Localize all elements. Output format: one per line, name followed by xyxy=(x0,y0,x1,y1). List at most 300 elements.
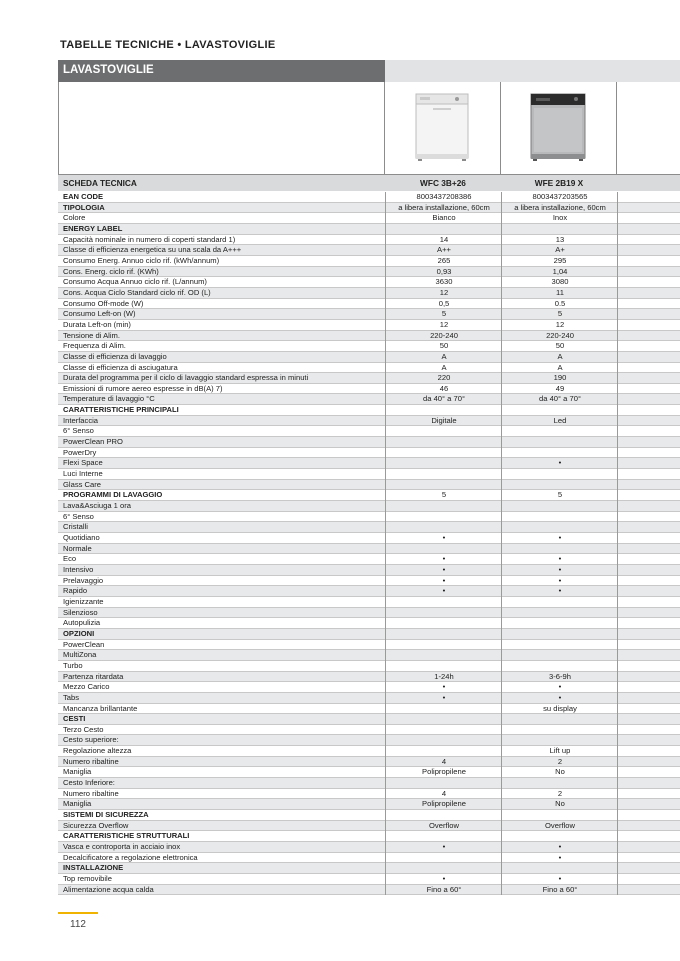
row-value-model-2 xyxy=(501,810,618,821)
table-row xyxy=(58,735,680,746)
row-empty-cell xyxy=(617,767,680,778)
row-empty-cell xyxy=(617,384,680,395)
table-row xyxy=(58,341,680,352)
row-value-model-2: • xyxy=(501,693,618,704)
row-label: Emissioni di rumore aereo espresse in dB(A) 7) xyxy=(63,383,223,393)
row-label: Consumo Acqua Annuo ciclo rif. (L/annum) xyxy=(63,277,207,287)
row-value-model-2: • xyxy=(501,576,618,587)
table-row xyxy=(58,512,680,523)
row-value-model-2: A xyxy=(501,352,618,363)
row-value-model-2 xyxy=(501,650,618,661)
row-value-model-1 xyxy=(385,608,502,619)
row-value-model-1: • xyxy=(385,693,502,704)
row-empty-cell xyxy=(617,480,680,491)
page-number-accent xyxy=(58,912,98,914)
row-label: Prelavaggio xyxy=(63,575,104,585)
row-label: Maniglia xyxy=(63,767,92,777)
row-label: EAN CODE xyxy=(63,192,104,201)
row-label: Top removibile xyxy=(63,874,112,883)
row-value-model-1: 12 xyxy=(385,288,502,299)
table-row xyxy=(58,352,680,363)
row-label: CESTI xyxy=(63,714,86,724)
row-label: Tensione di Alim. xyxy=(63,330,120,340)
model-2-name: WFE 2B19 X xyxy=(534,178,584,188)
row-empty-cell xyxy=(617,501,680,512)
row-value-model-2: a libera installazione, 60cm xyxy=(501,203,618,214)
document-title: TABELLE TECNICHE • LAVASTOVIGLIE xyxy=(60,39,276,51)
row-value-model-2: 5 xyxy=(501,309,618,320)
row-label: Regolazione altezza xyxy=(63,746,132,756)
row-value-model-1 xyxy=(385,629,502,640)
row-value-model-2: Lift up xyxy=(501,746,618,757)
table-row xyxy=(58,693,680,704)
row-value-model-1: 14 xyxy=(385,235,502,246)
section-title-filler xyxy=(385,60,680,82)
table-row xyxy=(58,586,680,597)
row-label: CARATTERISTICHE STRUTTURALI xyxy=(63,831,190,841)
row-value-model-1: Fino a 60° xyxy=(385,885,502,896)
row-label: Mancanza brillantante xyxy=(63,703,138,713)
row-label: Intensivo xyxy=(63,564,94,574)
row-empty-cell xyxy=(617,682,680,693)
table-row xyxy=(58,640,680,651)
row-empty-cell xyxy=(617,650,680,661)
row-value-model-2: 2 xyxy=(501,757,618,768)
row-value-model-1 xyxy=(385,725,502,736)
table-row xyxy=(58,853,680,864)
row-value-model-1: Polipropilene xyxy=(385,767,502,778)
row-value-model-2: 49 xyxy=(501,384,618,395)
row-empty-cell xyxy=(617,245,680,256)
row-value-model-1 xyxy=(385,831,502,842)
row-label: Turbo xyxy=(63,660,83,670)
row-empty-cell xyxy=(617,469,680,480)
row-empty-cell xyxy=(617,757,680,768)
row-empty-cell xyxy=(617,490,680,501)
table-row xyxy=(58,331,680,342)
table-row xyxy=(58,426,680,437)
table-row xyxy=(58,203,680,214)
row-value-model-1: 0,93 xyxy=(385,267,502,278)
table-row xyxy=(58,522,680,533)
table-row xyxy=(58,533,680,544)
table-row xyxy=(58,373,680,384)
row-empty-cell xyxy=(617,735,680,746)
table-row xyxy=(58,469,680,480)
row-empty-cell xyxy=(617,565,680,576)
row-empty-cell xyxy=(617,746,680,757)
row-empty-cell xyxy=(617,544,680,555)
table-row xyxy=(58,618,680,629)
row-empty-cell xyxy=(617,533,680,544)
spec-header-label: SCHEDA TECNICA xyxy=(63,178,137,188)
row-empty-cell xyxy=(617,299,680,310)
row-value-model-1 xyxy=(385,746,502,757)
row-value-model-1: A xyxy=(385,352,502,363)
row-empty-cell xyxy=(617,341,680,352)
row-value-model-2 xyxy=(501,522,618,533)
row-value-model-1 xyxy=(385,714,502,725)
row-empty-cell xyxy=(617,203,680,214)
row-label: Decalcificatore a regolazione elettronica xyxy=(63,852,198,862)
row-value-model-1 xyxy=(385,512,502,523)
row-value-model-1: A++ xyxy=(385,245,502,256)
row-label: Igienizzante xyxy=(63,596,104,606)
product-image-cell-1 xyxy=(385,82,501,174)
table-row xyxy=(58,725,680,736)
table-row xyxy=(58,458,680,469)
row-label: Maniglia xyxy=(63,799,92,809)
row-label: TIPOLOGIA xyxy=(63,202,105,212)
table-row xyxy=(58,309,680,320)
row-label: Partenza ritardata xyxy=(63,671,124,681)
row-value-model-2 xyxy=(501,544,618,555)
row-value-model-2: • xyxy=(501,565,618,576)
row-value-model-1 xyxy=(385,853,502,864)
row-label: CARATTERISTICHE PRINCIPALI xyxy=(63,405,179,415)
row-empty-cell xyxy=(617,352,680,363)
table-row xyxy=(58,437,680,448)
table-row xyxy=(58,778,680,789)
row-empty-cell xyxy=(617,672,680,683)
row-label: Mezzo Carico xyxy=(63,682,110,692)
table-row xyxy=(58,256,680,267)
row-value-model-1: • xyxy=(385,576,502,587)
row-label: Cons. Energ. ciclo rif. (KWh) xyxy=(63,266,159,276)
row-empty-cell xyxy=(617,778,680,789)
row-value-model-1: da 40° a 70° xyxy=(385,394,502,405)
row-label: Terzo Cesto xyxy=(63,724,104,734)
row-value-model-1: Overflow xyxy=(385,821,502,832)
row-value-model-1: 220-240 xyxy=(385,331,502,342)
table-row xyxy=(58,629,680,640)
row-empty-cell xyxy=(617,437,680,448)
table-row xyxy=(58,799,680,810)
row-label: PowerDry xyxy=(63,447,97,457)
row-label: Lava&Asciuga 1 ora xyxy=(63,501,131,511)
product-image-cell-2 xyxy=(501,82,617,174)
row-empty-cell xyxy=(617,853,680,864)
row-value-model-1: A xyxy=(385,363,502,374)
row-label: PowerClean xyxy=(63,639,105,649)
row-label: Durata del programma per il ciclo di lavaggio standard espressa in minuti xyxy=(63,373,309,383)
table-row xyxy=(58,277,680,288)
row-empty-cell xyxy=(617,320,680,331)
row-empty-cell xyxy=(617,821,680,832)
row-value-model-2 xyxy=(501,640,618,651)
row-empty-cell xyxy=(617,810,680,821)
table-row xyxy=(58,235,680,246)
row-value-model-2: 50 xyxy=(501,341,618,352)
table-row xyxy=(58,480,680,491)
table-row xyxy=(58,863,680,874)
row-empty-cell xyxy=(617,799,680,810)
row-empty-cell xyxy=(617,405,680,416)
row-value-model-2: • xyxy=(501,586,618,597)
row-label: Numero ribaltine xyxy=(63,788,119,798)
model-1-name: WFC 3B+26 xyxy=(420,178,466,188)
row-empty-cell xyxy=(617,842,680,853)
row-value-model-2 xyxy=(501,831,618,842)
row-value-model-1 xyxy=(385,544,502,555)
row-value-model-2: 1,04 xyxy=(501,267,618,278)
table-row xyxy=(58,789,680,800)
row-empty-cell xyxy=(617,426,680,437)
row-label: Cesto Inferiore: xyxy=(63,778,115,788)
row-empty-cell xyxy=(617,608,680,619)
row-value-model-2: • xyxy=(501,874,618,885)
row-value-model-1: • xyxy=(385,682,502,693)
row-empty-cell xyxy=(617,277,680,288)
row-value-model-1 xyxy=(385,810,502,821)
table-row xyxy=(58,192,680,203)
row-value-model-1: 4 xyxy=(385,789,502,800)
row-value-model-1: 1-24h xyxy=(385,672,502,683)
table-row xyxy=(58,757,680,768)
row-empty-cell xyxy=(617,288,680,299)
row-label: Colore xyxy=(63,213,86,223)
row-value-model-2 xyxy=(501,714,618,725)
row-value-model-2: 3080 xyxy=(501,277,618,288)
row-label: Alimentazione acqua calda xyxy=(63,884,154,894)
row-label: Normale xyxy=(63,543,92,553)
row-value-model-2: 12 xyxy=(501,320,618,331)
row-value-model-1 xyxy=(385,522,502,533)
row-value-model-2: 5 xyxy=(501,490,618,501)
spec-table xyxy=(58,192,680,895)
row-empty-cell xyxy=(617,256,680,267)
row-label: Sicurezza Overflow xyxy=(63,820,129,830)
row-label: PowerClean PRO xyxy=(63,437,123,447)
row-value-model-1: 8003437208386 xyxy=(385,192,502,203)
row-label: Classe di efficienza di asciugatura xyxy=(63,362,178,372)
row-value-model-1 xyxy=(385,597,502,608)
row-value-model-2 xyxy=(501,597,618,608)
row-value-model-2: • xyxy=(501,554,618,565)
row-value-model-1: 3630 xyxy=(385,277,502,288)
row-label: Cesto superiore: xyxy=(63,735,119,745)
table-row xyxy=(58,608,680,619)
row-label: Glass Care xyxy=(63,479,101,489)
row-label: Vasca e controporta in acciaio inox xyxy=(63,842,181,852)
table-row xyxy=(58,874,680,885)
row-value-model-1: Bianco xyxy=(385,213,502,224)
row-empty-cell xyxy=(617,522,680,533)
row-value-model-1: • xyxy=(385,874,502,885)
table-row xyxy=(58,245,680,256)
row-value-model-2: 8003437203565 xyxy=(501,192,618,203)
row-value-model-2 xyxy=(501,778,618,789)
row-value-model-2: su display xyxy=(501,704,618,715)
table-row xyxy=(58,714,680,725)
table-row xyxy=(58,501,680,512)
row-empty-cell xyxy=(617,309,680,320)
row-value-model-2 xyxy=(501,629,618,640)
row-value-model-1: • xyxy=(385,554,502,565)
row-empty-cell xyxy=(617,640,680,651)
row-value-model-1: a libera installazione, 60cm xyxy=(385,203,502,214)
row-empty-cell xyxy=(617,373,680,384)
table-row xyxy=(58,224,680,235)
row-empty-cell xyxy=(617,416,680,427)
row-value-model-2 xyxy=(501,501,618,512)
row-value-model-1: • xyxy=(385,842,502,853)
table-row xyxy=(58,267,680,278)
table-row xyxy=(58,831,680,842)
row-label: MultiZona xyxy=(63,650,97,660)
page-number: 112 xyxy=(70,919,86,930)
section-title-bar xyxy=(58,60,680,82)
table-row xyxy=(58,885,680,896)
row-label: Eco xyxy=(63,554,77,564)
row-value-model-1 xyxy=(385,448,502,459)
row-empty-cell xyxy=(617,213,680,224)
row-empty-cell xyxy=(617,693,680,704)
row-empty-cell xyxy=(617,863,680,874)
row-label: 6° Senso xyxy=(63,511,94,521)
table-row xyxy=(58,448,680,459)
row-value-model-1 xyxy=(385,426,502,437)
row-value-model-2 xyxy=(501,661,618,672)
row-value-model-1 xyxy=(385,661,502,672)
row-empty-cell xyxy=(617,831,680,842)
row-empty-cell xyxy=(617,394,680,405)
row-value-model-2: A+ xyxy=(501,245,618,256)
section-title: LAVASTOVIGLIE xyxy=(63,64,154,76)
row-empty-cell xyxy=(617,192,680,203)
table-row xyxy=(58,213,680,224)
row-label: Tabs xyxy=(63,692,80,702)
row-empty-cell xyxy=(617,661,680,672)
spec-header-row xyxy=(58,175,680,191)
table-row xyxy=(58,682,680,693)
dishwasher-inox-image xyxy=(530,92,588,162)
row-value-model-2: A xyxy=(501,363,618,374)
row-value-model-1 xyxy=(385,480,502,491)
table-row xyxy=(58,288,680,299)
row-value-model-2: 295 xyxy=(501,256,618,267)
row-label: Rapido xyxy=(63,586,88,596)
row-value-model-2: 190 xyxy=(501,373,618,384)
row-label: Luci Interne xyxy=(63,469,103,479)
row-value-model-2: Fino a 60° xyxy=(501,885,618,896)
row-value-model-1: 50 xyxy=(385,341,502,352)
row-label: Cons. Acqua Ciclo Standard ciclo rif. OD (L) xyxy=(63,287,211,297)
row-label: Consumo Left-on (W) xyxy=(63,309,136,319)
row-value-model-2 xyxy=(501,426,618,437)
row-label: ENERGY LABEL xyxy=(63,223,123,233)
table-row xyxy=(58,821,680,832)
row-empty-cell xyxy=(617,331,680,342)
row-label: INSTALLAZIONE xyxy=(63,863,124,873)
row-empty-cell xyxy=(617,554,680,565)
table-row xyxy=(58,416,680,427)
row-value-model-1: 220 xyxy=(385,373,502,384)
row-value-model-2 xyxy=(501,725,618,736)
row-value-model-1 xyxy=(385,405,502,416)
row-value-model-2: 0.5 xyxy=(501,299,618,310)
row-value-model-2: • xyxy=(501,853,618,864)
row-value-model-1: 5 xyxy=(385,490,502,501)
row-label: PROGRAMMI DI LAVAGGIO xyxy=(63,490,163,500)
row-empty-cell xyxy=(617,235,680,246)
row-empty-cell xyxy=(617,458,680,469)
row-value-model-1 xyxy=(385,778,502,789)
row-value-model-1 xyxy=(385,735,502,746)
row-label: Durata Left-on (min) xyxy=(63,319,131,329)
row-value-model-1: • xyxy=(385,565,502,576)
row-value-model-1 xyxy=(385,650,502,661)
row-label: Capacità nominale in numero di coperti standard 1) xyxy=(63,234,236,244)
table-row xyxy=(58,394,680,405)
table-row xyxy=(58,299,680,310)
table-row xyxy=(58,767,680,778)
row-label: SISTEMI DI SICUREZZA xyxy=(63,810,149,820)
row-value-model-1 xyxy=(385,469,502,480)
row-value-model-2 xyxy=(501,618,618,629)
row-value-model-1 xyxy=(385,618,502,629)
row-empty-cell xyxy=(617,224,680,235)
row-label: Classe di efficienza energetica su una scala da A+++ xyxy=(63,245,242,255)
row-value-model-2: • xyxy=(501,682,618,693)
row-label: Consumo Energ. Annuo ciclo rif. (kWh/annum) xyxy=(63,255,220,265)
row-value-model-2: Led xyxy=(501,416,618,427)
row-label: Cristalli xyxy=(63,522,88,532)
empty-image-cell xyxy=(617,82,680,174)
row-empty-cell xyxy=(617,576,680,587)
row-empty-cell xyxy=(617,789,680,800)
row-value-model-1: 4 xyxy=(385,757,502,768)
row-empty-cell xyxy=(617,586,680,597)
row-value-model-1 xyxy=(385,458,502,469)
table-row xyxy=(58,661,680,672)
table-row xyxy=(58,405,680,416)
row-value-model-2: 3-6-9h xyxy=(501,672,618,683)
row-label: Numero ribaltine xyxy=(63,756,119,766)
row-value-model-2 xyxy=(501,448,618,459)
row-empty-cell xyxy=(617,363,680,374)
section-title-box xyxy=(58,60,385,82)
row-value-model-1: 12 xyxy=(385,320,502,331)
table-row xyxy=(58,704,680,715)
row-value-model-1: Polipropilene xyxy=(385,799,502,810)
row-value-model-1: 0,5 xyxy=(385,299,502,310)
row-value-model-1: • xyxy=(385,586,502,597)
row-label: 6° Senso xyxy=(63,426,94,436)
row-empty-cell xyxy=(617,597,680,608)
dishwasher-white-image xyxy=(415,92,471,162)
row-empty-cell xyxy=(617,629,680,640)
row-value-model-2 xyxy=(501,224,618,235)
row-value-model-2: • xyxy=(501,458,618,469)
row-value-model-2 xyxy=(501,735,618,746)
table-row xyxy=(58,490,680,501)
row-value-model-2 xyxy=(501,608,618,619)
row-value-model-1 xyxy=(385,437,502,448)
row-empty-cell xyxy=(617,704,680,715)
row-value-model-1: Digitale xyxy=(385,416,502,427)
row-value-model-1: 5 xyxy=(385,309,502,320)
table-row xyxy=(58,672,680,683)
row-label: Interfaccia xyxy=(63,415,99,425)
row-label: Silenzioso xyxy=(63,607,98,617)
row-value-model-2 xyxy=(501,469,618,480)
row-value-model-2 xyxy=(501,480,618,491)
row-value-model-2: 11 xyxy=(501,288,618,299)
table-row xyxy=(58,746,680,757)
row-value-model-2: 13 xyxy=(501,235,618,246)
table-row xyxy=(58,597,680,608)
